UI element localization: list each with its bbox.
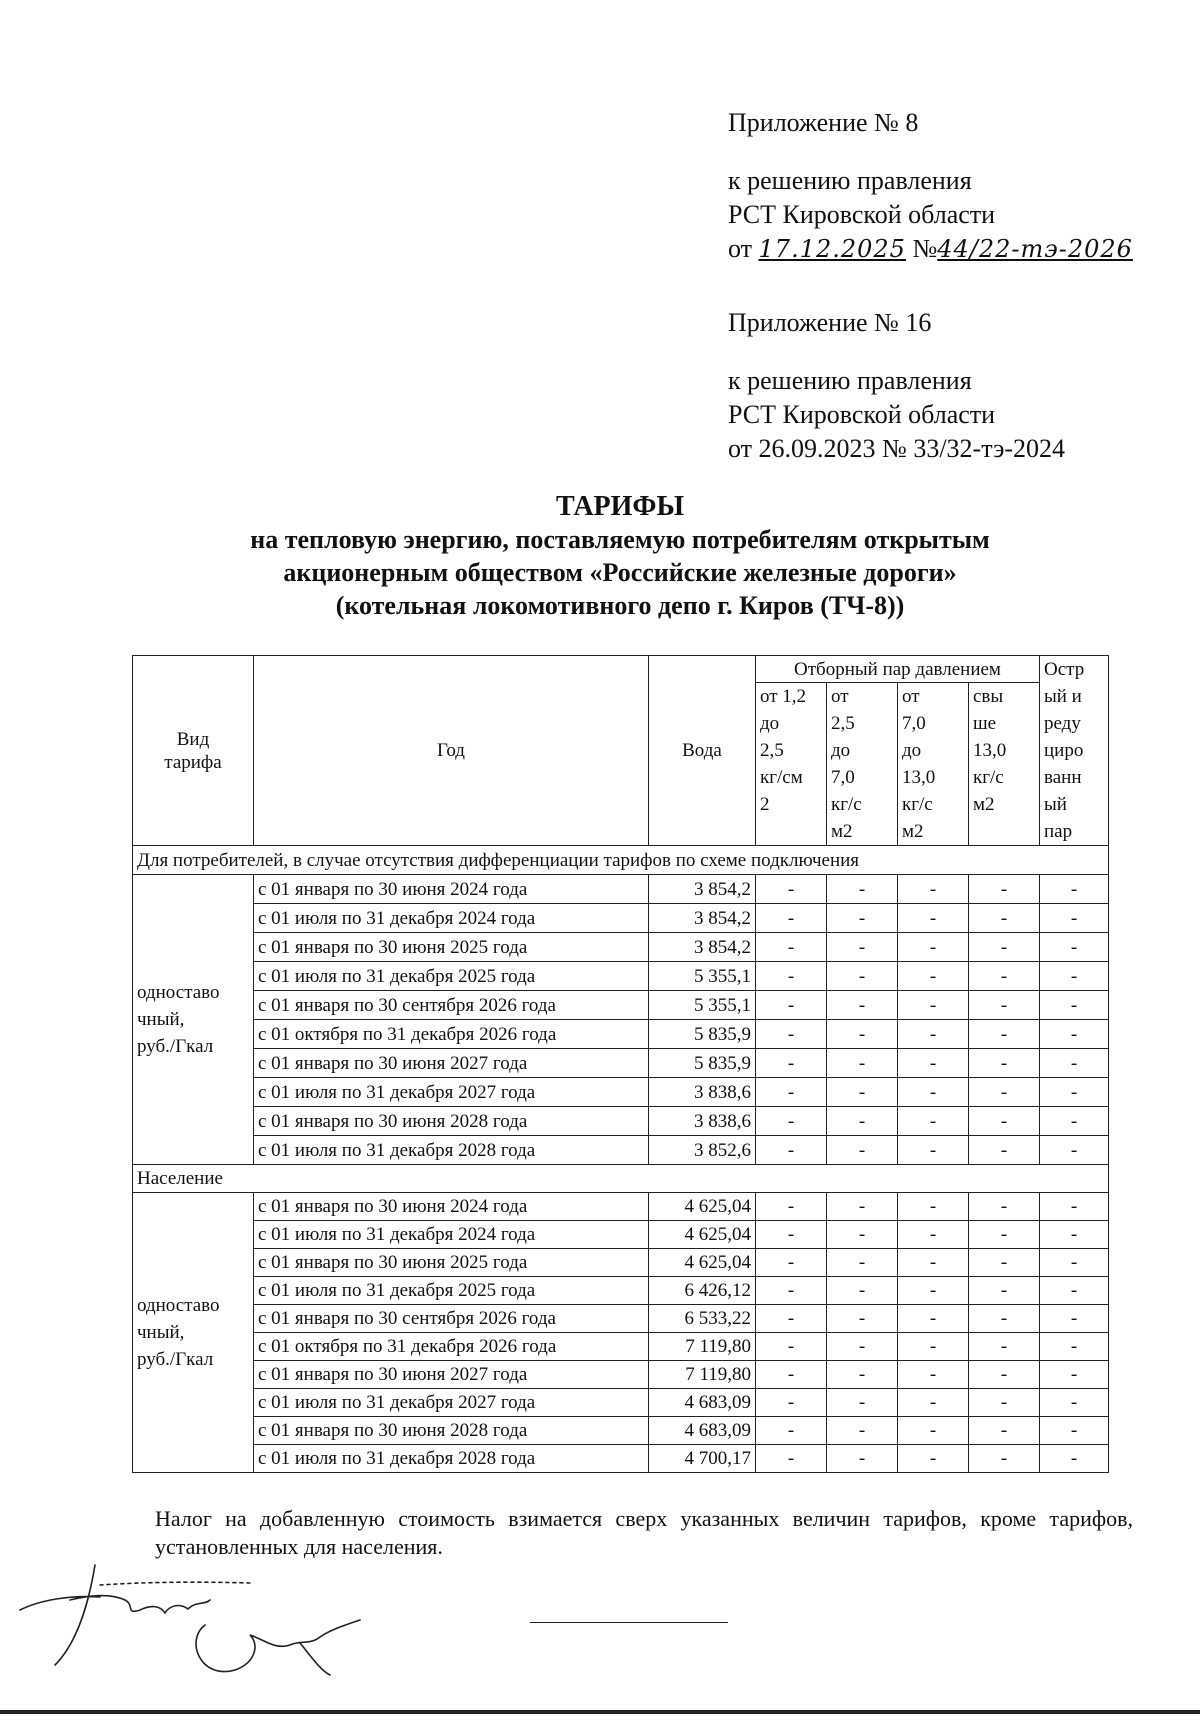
empty-value-dash: -	[1040, 1136, 1109, 1165]
period-cell: с 01 июля по 31 декабря 2025 года	[254, 962, 649, 991]
section-general-consumers	[133, 846, 1109, 1165]
water-value-cell: 4 683,09	[649, 1417, 756, 1445]
empty-value-dash: -	[756, 904, 827, 933]
empty-value-dash: -	[1040, 1277, 1109, 1305]
period-cell: с 01 января по 30 июня 2024 года	[254, 875, 649, 904]
empty-value-dash: -	[827, 1277, 898, 1305]
empty-value-dash: -	[969, 904, 1040, 933]
table-row	[133, 1361, 1109, 1389]
empty-value-dash: -	[827, 1389, 898, 1417]
water-value-cell: 5 835,9	[649, 1049, 756, 1078]
empty-value-dash: -	[756, 1249, 827, 1277]
empty-value-dash: -	[898, 1305, 969, 1333]
empty-value-dash: -	[969, 875, 1040, 904]
title-line-2: акционерным обществом «Российские железные дороги»	[283, 558, 957, 587]
empty-value-dash: -	[898, 1136, 969, 1165]
col-header-year: Год	[254, 656, 649, 846]
water-value-cell: 3 838,6	[649, 1078, 756, 1107]
empty-value-dash: -	[756, 933, 827, 962]
empty-value-dash: -	[827, 1221, 898, 1249]
table-row	[133, 1078, 1109, 1107]
empty-value-dash: -	[969, 1333, 1040, 1361]
decision-date-line-2: от 26.09.2023 № 33/32-тэ-2024	[728, 434, 1066, 463]
col-header-steam-2: от 2,5 до 7,0 кг/с м2	[827, 683, 898, 846]
table-row	[133, 1193, 1109, 1221]
empty-value-dash: -	[827, 875, 898, 904]
empty-value-dash: -	[827, 1049, 898, 1078]
empty-value-dash: -	[969, 1277, 1040, 1305]
decision-date-line: от 17.12.2025 №44/22-тэ-2026	[728, 234, 1133, 263]
empty-value-dash: -	[827, 1417, 898, 1445]
table-row	[133, 1049, 1109, 1078]
empty-value-dash: -	[756, 1049, 827, 1078]
empty-value-dash: -	[756, 1193, 827, 1221]
empty-value-dash: -	[827, 1078, 898, 1107]
empty-value-dash: -	[1040, 904, 1109, 933]
empty-value-dash: -	[756, 1107, 827, 1136]
section-title: Для потребителей, в случае отсутствия дифференциации тарифов по схеме подключения	[133, 846, 1109, 875]
period-cell: с 01 июля по 31 декабря 2027 года	[254, 1389, 649, 1417]
table-row	[133, 1445, 1109, 1473]
empty-value-dash: -	[898, 933, 969, 962]
empty-value-dash: -	[827, 1361, 898, 1389]
empty-value-dash: -	[898, 962, 969, 991]
empty-value-dash: -	[1040, 1445, 1109, 1473]
empty-value-dash: -	[1040, 1417, 1109, 1445]
org-label: РСТ Кировской области	[728, 200, 996, 229]
empty-value-dash: -	[1040, 1049, 1109, 1078]
table-row	[133, 904, 1109, 933]
section-title: Население	[133, 1165, 1109, 1193]
page-bottom-edge	[0, 1710, 1200, 1714]
empty-value-dash: -	[1040, 1249, 1109, 1277]
period-cell: с 01 января по 30 июня 2028 года	[254, 1107, 649, 1136]
empty-value-dash: -	[1040, 1305, 1109, 1333]
water-value-cell: 7 119,80	[649, 1333, 756, 1361]
empty-value-dash: -	[756, 1221, 827, 1249]
appendix-8-block	[728, 106, 918, 140]
empty-value-dash: -	[969, 1107, 1040, 1136]
empty-value-dash: -	[898, 1107, 969, 1136]
empty-value-dash: -	[756, 1136, 827, 1165]
empty-value-dash: -	[969, 1193, 1040, 1221]
period-cell: с 01 июля по 31 декабря 2028 года	[254, 1136, 649, 1165]
empty-value-dash: -	[756, 1277, 827, 1305]
empty-value-dash: -	[969, 1078, 1040, 1107]
empty-value-dash: -	[756, 1445, 827, 1473]
period-cell: с 01 октября по 31 декабря 2026 года	[254, 1020, 649, 1049]
decision-block-2	[728, 364, 1065, 466]
empty-value-dash: -	[756, 962, 827, 991]
table-row	[133, 991, 1109, 1020]
period-cell: с 01 января по 30 июня 2027 года	[254, 1049, 649, 1078]
empty-value-dash: -	[898, 1193, 969, 1221]
table-header	[133, 656, 1109, 846]
period-cell: с 01 января по 30 сентября 2026 года	[254, 991, 649, 1020]
period-cell: с 01 июля по 31 декабря 2027 года	[254, 1078, 649, 1107]
water-value-cell: 3 854,2	[649, 933, 756, 962]
empty-value-dash: -	[827, 1020, 898, 1049]
water-value-cell: 3 854,2	[649, 904, 756, 933]
empty-value-dash: -	[969, 1305, 1040, 1333]
empty-value-dash: -	[1040, 1221, 1109, 1249]
appendix-8-label: Приложение № 8	[728, 108, 919, 137]
empty-value-dash: -	[827, 1445, 898, 1473]
water-value-cell: 6 426,12	[649, 1277, 756, 1305]
empty-value-dash: -	[969, 1445, 1040, 1473]
table-row	[133, 1249, 1109, 1277]
empty-value-dash: -	[827, 1193, 898, 1221]
empty-value-dash: -	[756, 1361, 827, 1389]
empty-value-dash: -	[898, 1445, 969, 1473]
empty-value-dash: -	[969, 1417, 1040, 1445]
period-cell: с 01 июля по 31 декабря 2024 года	[254, 1221, 649, 1249]
table-row	[133, 1333, 1109, 1361]
empty-value-dash: -	[756, 991, 827, 1020]
table-row	[133, 1221, 1109, 1249]
table-row	[133, 933, 1109, 962]
empty-value-dash: -	[969, 1361, 1040, 1389]
period-cell: с 01 октября по 31 декабря 2026 года	[254, 1333, 649, 1361]
empty-value-dash: -	[1040, 1193, 1109, 1221]
section-title-row	[133, 846, 1109, 875]
empty-value-dash: -	[827, 904, 898, 933]
table-row	[133, 1305, 1109, 1333]
col-header-steam-group: Отборный пар давлением	[756, 656, 1040, 683]
water-value-cell: 7 119,80	[649, 1361, 756, 1389]
col-header-sharp-steam: Остр ый и реду циро ванн ый пар	[1040, 656, 1109, 846]
table-row	[133, 1277, 1109, 1305]
table-row	[133, 1136, 1109, 1165]
empty-value-dash: -	[898, 1020, 969, 1049]
empty-value-dash: -	[969, 991, 1040, 1020]
empty-value-dash: -	[827, 1136, 898, 1165]
empty-value-dash: -	[1040, 1107, 1109, 1136]
table-row	[133, 1107, 1109, 1136]
empty-value-dash: -	[898, 1361, 969, 1389]
water-value-cell: 4 625,04	[649, 1221, 756, 1249]
water-value-cell: 4 625,04	[649, 1193, 756, 1221]
empty-value-dash: -	[827, 962, 898, 991]
empty-value-dash: -	[1040, 1333, 1109, 1361]
empty-value-dash: -	[898, 991, 969, 1020]
water-value-cell: 4 700,17	[649, 1445, 756, 1473]
empty-value-dash: -	[898, 904, 969, 933]
empty-value-dash: -	[827, 1305, 898, 1333]
section-title-row	[133, 1165, 1109, 1193]
empty-value-dash: -	[1040, 1389, 1109, 1417]
handwritten-signature	[0, 1545, 380, 1705]
empty-value-dash: -	[898, 875, 969, 904]
water-value-cell: 3 854,2	[649, 875, 756, 904]
signature-line	[530, 1622, 728, 1623]
empty-value-dash: -	[898, 1333, 969, 1361]
water-value-cell: 4 625,04	[649, 1249, 756, 1277]
table-row	[133, 962, 1109, 991]
empty-value-dash: -	[969, 1249, 1040, 1277]
period-cell: с 01 июля по 31 декабря 2028 года	[254, 1445, 649, 1473]
period-cell: с 01 января по 30 сентября 2026 года	[254, 1305, 649, 1333]
table-row	[133, 1389, 1109, 1417]
handwritten-date: 17.12.2025	[758, 235, 906, 263]
empty-value-dash: -	[827, 933, 898, 962]
decision-block-1	[728, 164, 1133, 266]
empty-value-dash: -	[1040, 1020, 1109, 1049]
empty-value-dash: -	[969, 933, 1040, 962]
empty-value-dash: -	[756, 1389, 827, 1417]
empty-value-dash: -	[756, 1333, 827, 1361]
period-cell: с 01 июля по 31 декабря 2024 года	[254, 904, 649, 933]
empty-value-dash: -	[898, 1417, 969, 1445]
water-value-cell: 4 683,09	[649, 1389, 756, 1417]
section-population	[133, 1165, 1109, 1473]
col-header-steam-1: от 1,2 до 2,5 кг/см 2	[756, 683, 827, 846]
water-value-cell: 5 355,1	[649, 962, 756, 991]
empty-value-dash: -	[969, 1136, 1040, 1165]
empty-value-dash: -	[756, 1417, 827, 1445]
period-cell: с 01 января по 30 июня 2024 года	[254, 1193, 649, 1221]
water-value-cell: 6 533,22	[649, 1305, 756, 1333]
org-label-2: РСТ Кировской области	[728, 400, 996, 429]
vat-footnote: Налог на добавленную стоимость взимается сверх указанных величин тарифов, кроме тарифов, установленных для населения.	[155, 1506, 1133, 1559]
empty-value-dash: -	[898, 1249, 969, 1277]
col-header-steam-3: от 7,0 до 13,0 кг/с м2	[898, 683, 969, 846]
empty-value-dash: -	[1040, 1078, 1109, 1107]
empty-value-dash: -	[1040, 1361, 1109, 1389]
col-header-type: Вид тарифа	[133, 656, 254, 846]
empty-value-dash: -	[827, 991, 898, 1020]
empty-value-dash: -	[898, 1389, 969, 1417]
empty-value-dash: -	[898, 1221, 969, 1249]
empty-value-dash: -	[756, 1305, 827, 1333]
document-title	[120, 490, 1120, 622]
water-value-cell: 5 355,1	[649, 991, 756, 1020]
empty-value-dash: -	[969, 1049, 1040, 1078]
period-cell: с 01 января по 30 июня 2028 года	[254, 1417, 649, 1445]
empty-value-dash: -	[827, 1333, 898, 1361]
empty-value-dash: -	[969, 1389, 1040, 1417]
to-decision-label-2: к решению правления	[728, 366, 972, 395]
empty-value-dash: -	[756, 875, 827, 904]
period-cell: с 01 июля по 31 декабря 2025 года	[254, 1277, 649, 1305]
tariff-type-cell: одноставо чный, руб./Гкал	[133, 875, 254, 1165]
empty-value-dash: -	[969, 962, 1040, 991]
empty-value-dash: -	[898, 1049, 969, 1078]
period-cell: с 01 января по 30 июня 2025 года	[254, 1249, 649, 1277]
col-header-steam-4: свы ше 13,0 кг/с м2	[969, 683, 1040, 846]
water-value-cell: 3 838,6	[649, 1107, 756, 1136]
period-cell: с 01 января по 30 июня 2027 года	[254, 1361, 649, 1389]
water-value-cell: 5 835,9	[649, 1020, 756, 1049]
empty-value-dash: -	[1040, 875, 1109, 904]
empty-value-dash: -	[827, 1107, 898, 1136]
tariffs-table	[132, 655, 1109, 1473]
empty-value-dash: -	[1040, 933, 1109, 962]
title-main: ТАРИФЫ	[556, 491, 684, 522]
water-value-cell: 3 852,6	[649, 1136, 756, 1165]
appendix-16-block	[728, 306, 931, 340]
title-line-3: (котельная локомотивного депо г. Киров (ТЧ-8))	[335, 591, 905, 620]
empty-value-dash: -	[898, 1277, 969, 1305]
empty-value-dash: -	[969, 1020, 1040, 1049]
empty-value-dash: -	[1040, 962, 1109, 991]
appendix-16-label: Приложение № 16	[728, 308, 932, 337]
table-row	[133, 1020, 1109, 1049]
table-row	[133, 1417, 1109, 1445]
period-cell: с 01 января по 30 июня 2025 года	[254, 933, 649, 962]
col-header-water: Вода	[649, 656, 756, 846]
empty-value-dash: -	[827, 1249, 898, 1277]
title-line-1: на тепловую энергию, поставляемую потребителям открытым	[250, 525, 990, 554]
empty-value-dash: -	[756, 1020, 827, 1049]
to-decision-label: к решению правления	[728, 166, 972, 195]
empty-value-dash: -	[898, 1078, 969, 1107]
empty-value-dash: -	[756, 1078, 827, 1107]
empty-value-dash: -	[1040, 991, 1109, 1020]
table-row	[133, 875, 1109, 904]
tariff-type-cell: одноставо чный, руб./Гкал	[133, 1193, 254, 1473]
empty-value-dash: -	[969, 1221, 1040, 1249]
handwritten-number: 44/22-тэ-2026	[937, 235, 1133, 263]
